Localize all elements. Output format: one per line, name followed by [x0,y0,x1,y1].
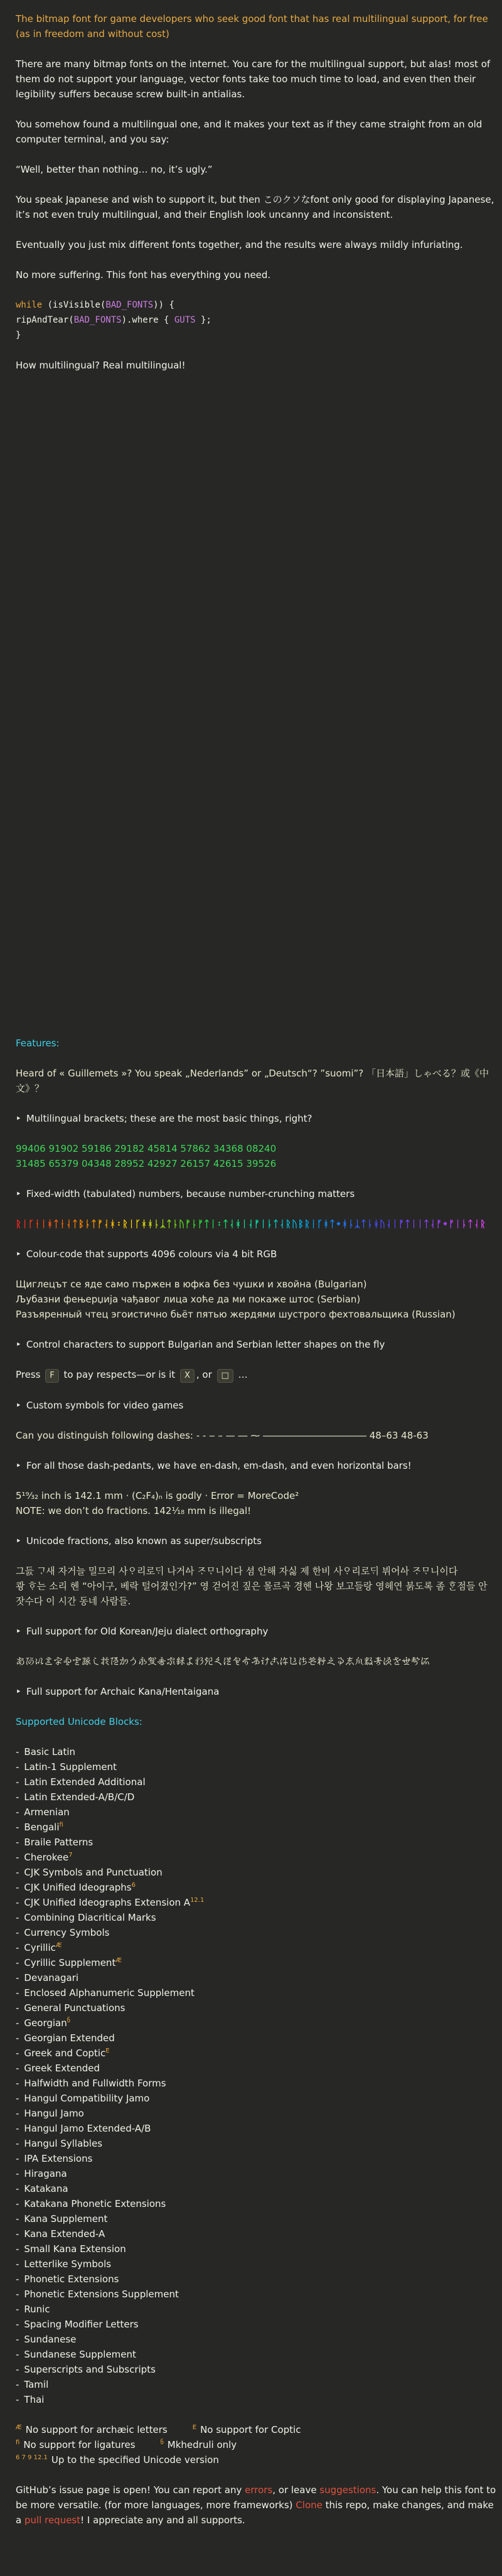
list-dash-icon: - [16,1987,19,1999]
code-snippet [16,298,497,343]
list-dash-icon: - [16,2379,19,2390]
page-title: The bitmap font for game developers who seek good font that has real multilingual support, for free (as in freedom and without cost) [16,13,488,40]
list-dash-icon: - [16,1867,19,1878]
keycap-icon: X [180,1369,195,1383]
serbian-shapes-sample: Љубазни фењерџија чађавог лица хоће да ми покаже штос (Serbian) [16,1294,361,1305]
unicode-block-item: - Hangul Jamo Extended-A/B [16,2123,151,2134]
unicode-block-item: - Hangul Jamo [16,2108,84,2119]
inline-link-errors[interactable]: errors [245,2484,273,2496]
unicode-block-item: - Latin Extended-A/B/C/D [16,1791,135,1803]
outro-text: . You can help this font to be more versatile. (for more languages, more frameworks) [16,2484,496,2511]
pangram-line [16,523,497,539]
list-dash-icon: - [16,2078,19,2089]
code-token: )) { [153,300,174,310]
intro-paragraph-4: Eventually you just mix different fonts together, and the results were always mildly infuriating. [16,239,463,250]
unicode-blocks-list [16,1744,497,2407]
footnote-marker: E [192,2424,197,2431]
list-dash-icon: - [16,1897,19,1908]
footnote-marker: 6 7 9 12.1 [16,2454,48,2461]
pangram-line [16,719,497,734]
footnote-marker: 6 [131,1882,136,1889]
list-dash-icon: - [16,2319,19,2330]
code-line [16,298,497,313]
pangram-line [16,463,497,478]
bullet-icon: ‣ [16,1248,21,1260]
list-dash-icon: - [16,2394,19,2405]
pangram-line [16,840,497,855]
footnote-text: No support for Coptic [200,2424,301,2435]
pangram-line [16,1006,497,1021]
footnote-text: Up to the specified Unicode version [51,2454,219,2466]
unicode-block-item: - Katakana Phonetic Extensions [16,2198,166,2209]
list-dash-icon: - [16,2183,19,2194]
pangram-line [16,388,497,403]
footnote-text: No support for ligatures [23,2439,136,2450]
list-dash-icon: - [16,1761,19,1773]
pangram-line [16,749,497,765]
list-dash-icon: - [16,2334,19,2345]
feature-bullet-old-korean: ‣ Full support for Old Korean/Jeju dialect orthography [16,1626,269,1637]
unicode-block-item: - Sundanese [16,2334,77,2345]
unicode-block-item: - General Punctuations [16,2002,125,2014]
bullet-icon: ‣ [16,1535,21,1547]
inline-link-pull-request[interactable]: pull request [24,2514,81,2526]
pangram-line [16,403,497,418]
footnote-marker: Æ [55,1942,62,1949]
footnote-text: Mkhedruli only [167,2439,237,2450]
pangram-line [16,900,497,915]
bullet-icon: ‣ [16,1339,21,1350]
list-dash-icon: - [16,2002,19,2014]
pangram-line [16,975,497,990]
pangram-line [16,659,497,674]
pangram-line [16,765,497,780]
unicode-block-item: - Georgian$^ნ$ [16,2017,70,2029]
list-dash-icon: - [16,2228,19,2240]
pangram-line [16,855,497,870]
pangram-line [16,433,497,448]
intro-paragraph-3: You speak Japanese and wish to support it, but then このクソなfont only good for displaying Japanese, it’s not even truly multilingual, and their English look uncanny and inconsistent. [16,194,494,220]
footnote-marker: fi [59,1822,63,1828]
unicode-block-item: - Phonetic Extensions Supplement [16,2289,179,2300]
list-dash-icon: - [16,1852,19,1863]
pangram-line [16,734,497,749]
unicode-block-item: - Small Kana Extension [16,2243,126,2255]
list-dash-icon: - [16,2243,19,2255]
pangram-line [16,539,497,554]
feature-bullet-dashes: ‣ For all those dash-pedants, we have en-dash, em-dash, and even horizontal bars! [16,1460,412,1471]
feature-bullet-symbols: ‣ Custom symbols for video games [16,1400,184,1411]
unicode-block-item: - IPA Extensions [16,2153,93,2164]
unicode-block-item: - Currency Symbols [16,1927,110,1938]
fractions-sample-2: NOTE: we don’t do fractions. 142⅟₁₈ mm is illegal! [16,1505,252,1516]
unicode-block-item: - Cherokee$^7$ [16,1852,73,1863]
footnote-marker: E [105,2047,110,2054]
list-dash-icon: - [16,2138,19,2149]
outro-paragraph [16,2482,497,2528]
feature-bullet-colour: ‣ Colour-code that supports 4096 colours via 4 bit RGB [16,1248,277,1260]
unicode-block-item: - Spacing Modifier Letters [16,2319,139,2330]
code-token: ).where { [121,315,174,325]
unicode-block-item: - Hiragana [16,2168,67,2179]
unicode-block-item: - Bengali$^{fi}$ [16,1822,63,1833]
unicode-block-item: - Georgian Extended [16,2032,115,2044]
outro-text: , or leave [272,2484,320,2496]
pangram-line [16,945,497,960]
pangram-line [16,629,497,644]
keycap-icon: □ [217,1369,233,1383]
pangram-list [16,388,497,1021]
list-dash-icon: - [16,1882,19,1893]
list-dash-icon: - [16,2198,19,2209]
pangram-line [16,915,497,930]
guillemets-sample: Heard of « Guillemets »? You speak „Nederlands” or „Deutsch“? ”suomi”? 「日本語」しゃべる？或《中文》？ [16,1068,489,1094]
unicode-blocks-heading: Supported Unicode Blocks: [16,1716,142,1727]
unicode-block-item: - Kana Extended-A [16,2228,105,2240]
pangram-line [16,810,497,825]
unicode-block-item: - Sundanese Supplement [16,2349,136,2360]
unicode-block-item: - Devanagari [16,1972,79,1983]
feature-bullet-control: ‣ Control characters to support Bulgarian and Serbian letter shapes on the fly [16,1339,385,1350]
code-token: BAD_FONTS [105,300,154,310]
pangram-line [16,569,497,584]
feature-bullet-hentaigana: ‣ Full support for Archaic Kana/Hentaigana [16,1686,220,1697]
inline-link-suggestions[interactable]: suggestions [319,2484,376,2496]
code-token: GUTS [174,315,196,325]
footnote-marker: Æ [16,2424,22,2431]
press-f-sample [16,1367,497,1383]
pangram-line [16,478,497,493]
unicode-block-item: - Combining Diacritical Marks [16,1912,156,1923]
footnote-row [16,2422,497,2437]
intro-paragraph-1: There are many bitmap fonts on the internet. You care for the multilingual support, but alas! most of them do not support your language, vector fonts take too much time to load, and even then their legibility suffers because screw built-in antialias. [16,58,491,100]
list-dash-icon: - [16,1912,19,1923]
list-dash-icon: - [16,1776,19,1788]
unicode-block-item: - Basic Latin [16,1746,76,1758]
outro-text: this repo, make changes, and make a [16,2499,494,2526]
old-korean-sample-2: 쾅 ᄒᆞ는 소리 헨 “아이구, 베락 털어졌인가?” 영 걷어진 짚은 몰르곡 경헨 나왕 보고들랑 영헤연 붉도록 좀 ᄒᆞᆫ점들 안 잣수다 이 시간 동네 사람들. [16,1580,488,1607]
numbers-sample-1: 99406 91902 59186 29182 45814 57862 34368 08240 [16,1143,277,1154]
press-f-text: to pay respects—or is it [60,1369,178,1380]
pangram-line [16,870,497,885]
hentaigana-sample: 𛀂𛀄𛀆𛀈𛀊𛀌𛀎𛀐𛀒𛀔𛀖𛀘𛀚𛀜𛀞𛀠𛀢𛀤𛀦𛀨𛀪𛀬𛀮𛀰𛀲𛀴𛀶𛀸𛀺𛀼𛀾𛁀𛁂𛁄𛁆𛁈𛁊𛁌𛁎𛁐𛁒𛁔𛁖𛁘 [16,1656,430,1667]
code-token: }; [195,315,211,325]
footnote-marker: 12.1 [190,1897,205,1904]
list-dash-icon: - [16,1942,19,1953]
unicode-block-item: - Armenian [16,1806,70,1818]
numbers-sample-2: 31485 65379 04348 28952 42927 26157 42615 39526 [16,1158,277,1169]
unicode-block-item: - Hangul Compatibility Jamo [16,2093,150,2104]
footnote-row [16,2452,497,2467]
pangram-line [16,493,497,508]
list-dash-icon: - [16,2349,19,2360]
unicode-block-item: - Runic [16,2304,50,2315]
pangram-line [16,554,497,569]
pangram-line [16,584,497,599]
fractions-sample-1: 5¹⁹⁄₃₂ inch is 142.1 mm · (C₂F₄)ₙ is godly · Error = MoreCode² [16,1490,299,1501]
list-dash-icon: - [16,2017,19,2029]
pangram-line [16,674,497,689]
inline-link-clone[interactable]: Clone [296,2499,323,2511]
list-dash-icon: - [16,2032,19,2044]
pangram-line [16,508,497,523]
list-dash-icon: - [16,1837,19,1848]
press-f-text: , or [196,1369,215,1380]
outro-text: ! I appreciate any and all supports. [80,2514,245,2526]
list-dash-icon: - [16,2213,19,2224]
list-dash-icon: - [16,2304,19,2315]
russian-shapes-sample: Разъяренный чтец эгоистично бьёт пятью жердями шустрого фехтовальщика (Russian) [16,1309,456,1320]
code-token: while [16,300,43,310]
bullet-icon: ‣ [16,1188,21,1199]
code-token: BAD_FONTS [73,315,122,325]
outro-text: GitHub’s issue page is open! You can report any [16,2484,245,2496]
unicode-block-item: - Greek Extended [16,2063,100,2074]
list-dash-icon: - [16,2047,19,2059]
unicode-block-item: - Tamil [16,2379,49,2390]
dashes-sample: Can you distinguish following dashes: - ‐ ‒ – — ― ⁓ ――――――――――― 48–63 48-63 [16,1430,429,1441]
feature-bullet-numbers: ‣ Fixed-width (tabulated) numbers, because number-crunching matters [16,1188,355,1199]
list-dash-icon: - [16,2258,19,2270]
unicode-block-item: - Letterlike Symbols [16,2258,112,2270]
unicode-block-item: - Phonetic Extensions [16,2273,119,2285]
list-dash-icon: - [16,2153,19,2164]
pangram-line [16,990,497,1006]
pangram-line [16,930,497,945]
footnote-marker: ნ [67,2017,70,2024]
list-dash-icon: - [16,2364,19,2375]
list-dash-icon: - [16,1822,19,1833]
pangram-line [16,825,497,840]
unicode-block-item: - Hangul Syllables [16,2138,103,2149]
code-token: (isVisible( [42,300,106,310]
pangram-line [16,448,497,463]
features-heading: Features: [16,1038,60,1049]
unicode-block-item: - Braile Patterns [16,1837,93,1848]
unicode-block-item: - Cyrillic$^Æ$ [16,1942,62,1953]
code-token: } [16,330,21,340]
press-f-text: … [235,1369,248,1380]
code-token: ripAndTear( [16,315,74,325]
unicode-block-item: - Enclosed Alphanumeric Supplement [16,1987,195,1999]
list-dash-icon: - [16,2108,19,2119]
pangram-line [16,885,497,900]
footnote-marker: Æ [115,1957,122,1964]
footnote-row [16,2437,497,2452]
unicode-block-item: - Greek and Coptic$^E$ [16,2047,110,2059]
bullet-icon: ‣ [16,1113,21,1124]
list-dash-icon: - [16,1806,19,1818]
list-dash-icon: - [16,2273,19,2285]
unicode-block-item: - Halfwidth and Fullwidth Forms [16,2078,166,2089]
list-dash-icon: - [16,1791,19,1803]
unicode-block-item: - Thai [16,2394,45,2405]
keycap-icon: F [45,1369,58,1383]
footnotes [16,2422,497,2467]
press-f-text: Press [16,1369,44,1380]
how-multilingual-line: How multilingual? Real multilingual! [16,360,186,371]
unicode-block-item: - CJK Symbols and Punctuation [16,1867,163,1878]
code-line [16,313,497,328]
list-dash-icon: - [16,1972,19,1983]
bulgarian-shapes-sample: Щиглецът се яде само пържен в юфка без чушки и хвойна (Bulgarian) [16,1279,367,1290]
runic-rainbow-sample: ᚱᛁᚴᚽᛁᚼᛏᚽᛆᛏᛒᚿᛏᚠᛆᚼ᛬ᚱᛁᚴᚼᚼᚿᛣᛏᚿᚢᚠᚿᚠᛏᛁ᛬ᛏᛆᚼᛁᛆᚠᛁᚿᛏᛆᚱᚢᛒᚱᛁᚴᚼᛏ᛭ᚼᚿᛣᛏᚿᚼᚢᛆᛁᚠᛏᛁᛁᛏᛆᚠ᛭ᚠᛁᚿᛏᛆᚱ [16,1216,497,1232]
pangram-line [16,644,497,659]
bullet-icon: ‣ [16,1626,21,1637]
unicode-block-item: - Kana Supplement [16,2213,108,2224]
footnote-marker: 7 [68,1852,73,1859]
list-dash-icon: - [16,2168,19,2179]
list-dash-icon: - [16,2289,19,2300]
pangram-line [16,795,497,810]
unicode-block-item: - CJK Unified Ideographs$^6$ [16,1882,136,1893]
bullet-icon: ‣ [16,1460,21,1471]
footnote-marker: ნ [160,2439,164,2446]
unicode-block-item: - Cyrillic Supplement$^Æ$ [16,1957,122,1968]
unicode-block-item: - Superscripts and Subscripts [16,2364,156,2375]
list-dash-icon: - [16,2063,19,2074]
bullet-icon: ‣ [16,1686,21,1697]
footnote-marker: fi [16,2439,20,2446]
list-dash-icon: - [16,1746,19,1758]
feature-bullet-brackets: ‣ Multilingual brackets; these are the most basic things, right? [16,1113,312,1124]
pangram-line [16,689,497,704]
intro-paragraph-2: You somehow found a multilingual one, and it makes your text as if they came straight from an old computer terminal, and you say: [16,119,483,145]
unicode-block-item: - CJK Unified Ideographs Extension A$^{12.1}$ [16,1897,205,1908]
old-korean-sample-1: 그듨 ᄀᆞ새 자거늘 밀므리 사ᄋᆞ리로ᄃᆡ 나거ᅀᅡ ᄌᆞᄆᆞ니ᅌᅵ다 셤 안해 자싫 제 한비 사ᄋᆞ리로ᄃᆡ 뷔어ᅀᅡ ᄌᆞᄆᆞ니ᅌᅵ다 [16,1565,458,1577]
pangram-line [16,780,497,795]
list-dash-icon: - [16,1957,19,1968]
footnote-text: No support for archæic letters [25,2424,168,2435]
pangram-line [16,614,497,629]
bullet-icon: ‣ [16,1400,21,1411]
pangram-line [16,599,497,614]
list-dash-icon: - [16,2093,19,2104]
unicode-block-item: - Katakana [16,2183,68,2194]
pangram-line [16,704,497,719]
intro-paragraph-5: No more suffering. This font has everything you need. [16,269,271,281]
list-dash-icon: - [16,2123,19,2134]
unicode-block-item: - Latin Extended Additional [16,1776,146,1788]
pangram-line [16,418,497,433]
intro-quote: “Well, better than nothing… no, it’s ugly.” [16,164,213,175]
feature-bullet-fractions: ‣ Unicode fractions, also known as super/subscripts [16,1535,262,1547]
unicode-block-item: - Latin-1 Supplement [16,1761,117,1773]
list-dash-icon: - [16,1927,19,1938]
pangram-line [16,960,497,975]
code-line [16,328,497,343]
